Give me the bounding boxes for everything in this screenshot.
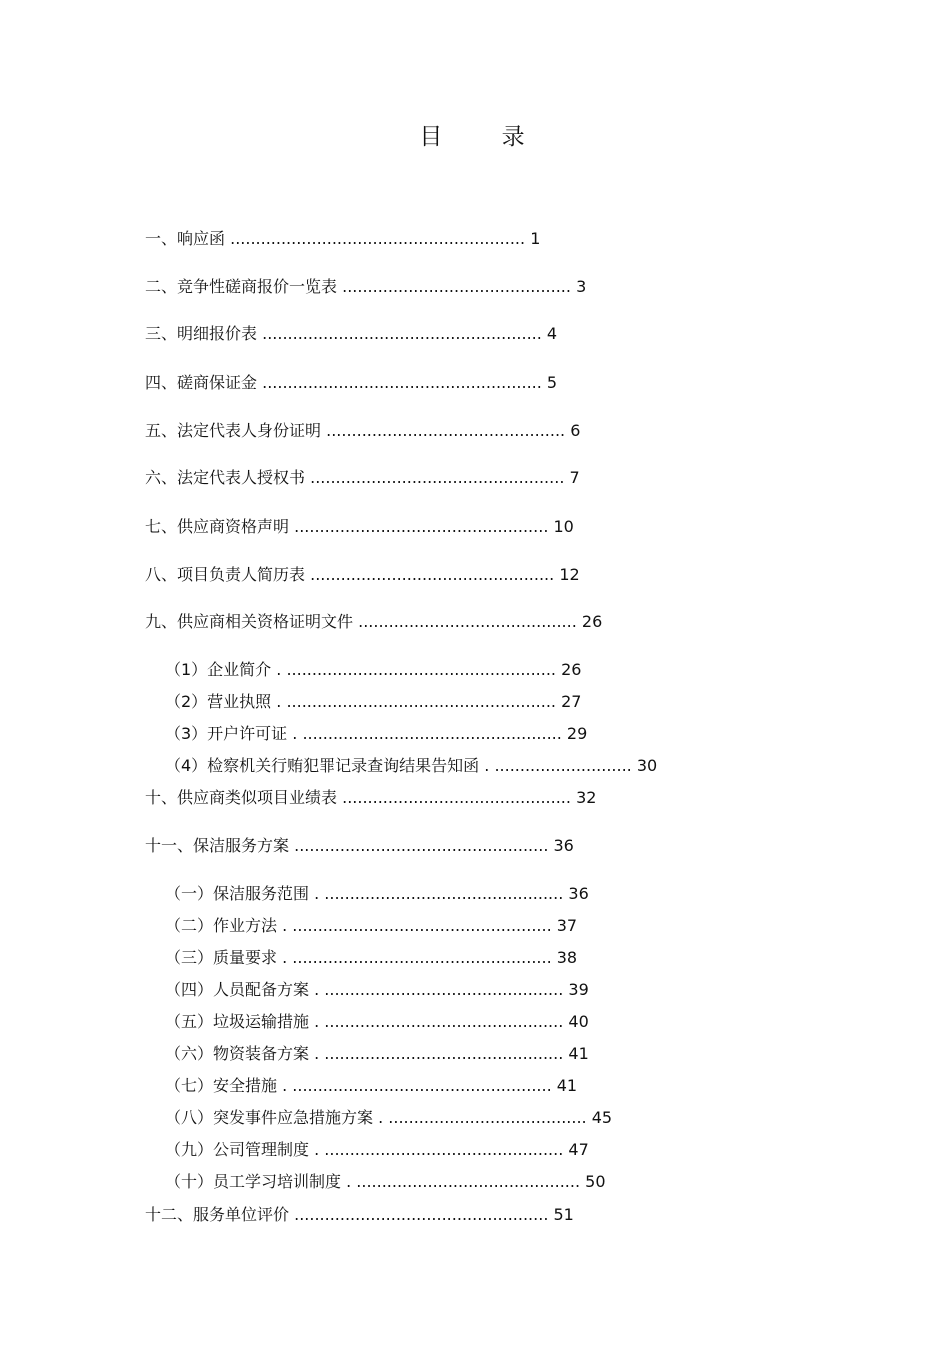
toc-entry-2[interactable] xyxy=(145,277,586,297)
toc-page-number: 3 xyxy=(576,277,587,296)
toc-page-number: 1 xyxy=(530,229,541,248)
toc-leader-dots: . ............................................... xyxy=(309,1012,564,1031)
toc-page-number: 29 xyxy=(566,724,588,743)
toc-leader-dots: ............................................. xyxy=(337,788,571,807)
toc-page-number: 5 xyxy=(546,373,558,392)
toc-leader-dots: ....................................................... xyxy=(257,373,542,392)
toc-entry-label: 七、供应商资格声明 xyxy=(145,517,290,536)
toc-subentry-9[interactable] xyxy=(165,1012,589,1032)
toc-page-number: 36 xyxy=(553,836,574,855)
toc-page-number: 39 xyxy=(568,980,589,999)
toc-entry-label: （六）物资装备方案 xyxy=(165,1044,310,1063)
toc-leader-dots: . ....................................... xyxy=(373,1108,587,1127)
toc-entry-label: （十）员工学习培训制度 xyxy=(165,1172,342,1191)
toc-entry-label: 十二、服务单位评价 xyxy=(145,1205,290,1224)
toc-subentry-2[interactable] xyxy=(165,692,581,712)
toc-entry-label: （七）安全措施 xyxy=(165,1076,278,1095)
toc-page-number: 51 xyxy=(553,1205,574,1224)
toc-entry-label: 八、项目负责人简历表 xyxy=(145,565,306,584)
toc-entry-label: 三、明细报价表 xyxy=(145,324,258,343)
toc-entry-9[interactable] xyxy=(145,612,602,632)
toc-leader-dots: ................................................ xyxy=(305,565,555,584)
toc-subentry-6[interactable] xyxy=(165,916,577,936)
toc-page-number: 36 xyxy=(568,884,589,903)
toc-leader-dots: .......................................................... xyxy=(225,229,526,248)
toc-entry-7[interactable] xyxy=(145,517,574,537)
toc-entry-label: 一、响应函 xyxy=(145,229,226,248)
toc-entry-4[interactable] xyxy=(145,373,557,393)
toc-subentry-11[interactable] xyxy=(165,1076,577,1096)
toc-entry-label: 九、供应商相关资格证明文件 xyxy=(145,612,354,631)
toc-entry-6[interactable] xyxy=(145,468,580,488)
toc-entry-5[interactable] xyxy=(145,421,580,441)
toc-leader-dots: ....................................................... xyxy=(257,324,542,343)
toc-page-number: 47 xyxy=(568,1140,589,1159)
toc-page-number: 12 xyxy=(559,565,580,584)
toc-subentry-4[interactable] xyxy=(165,756,657,776)
toc-page-number: 10 xyxy=(553,517,574,536)
toc-entry-label: 六、法定代表人授权书 xyxy=(145,468,306,487)
toc-leader-dots: . ..................................................... xyxy=(271,660,556,679)
toc-subentry-3[interactable] xyxy=(165,724,587,744)
toc-entry-label: 四、磋商保证金 xyxy=(145,373,258,392)
toc-page-number: 50 xyxy=(585,1172,606,1191)
toc-page-number: 45 xyxy=(591,1108,613,1127)
toc-entry-label: （八）突发事件应急措施方案 xyxy=(165,1108,374,1127)
toc-leader-dots: . ................................................... xyxy=(277,1076,552,1095)
toc-leader-dots: . ................................................... xyxy=(287,724,562,743)
toc-page-number: 40 xyxy=(568,1012,589,1031)
toc-page-number: 30 xyxy=(636,756,658,775)
toc-subentry-14[interactable] xyxy=(165,1172,606,1192)
page-title: 目 录 xyxy=(419,124,551,150)
toc-page-number: 41 xyxy=(556,1076,578,1095)
toc-leader-dots: .................................................. xyxy=(289,1205,549,1224)
toc-page-number: 6 xyxy=(570,421,581,440)
toc-subentry-5[interactable] xyxy=(165,884,589,904)
toc-leader-dots: . ............................................ xyxy=(341,1172,581,1191)
toc-entry-label: （4）检察机关行贿犯罪记录查询结果告知函 xyxy=(165,756,480,775)
toc-entry-12[interactable] xyxy=(145,1205,574,1225)
toc-leader-dots: ........................................... xyxy=(353,612,577,631)
toc-leader-dots: . ............................................... xyxy=(309,980,564,999)
toc-entry-label: （2）营业执照 xyxy=(165,692,272,711)
toc-leader-dots: .................................................. xyxy=(305,468,565,487)
toc-entry-label: （二）作业方法 xyxy=(165,916,278,935)
toc-leader-dots: . ..................................................... xyxy=(271,692,556,711)
toc-entry-label: 五、法定代表人身份证明 xyxy=(145,421,322,440)
toc-page-number: 26 xyxy=(561,660,582,679)
toc-entry-label: （1）企业简介 xyxy=(165,660,272,679)
toc-leader-dots: . ........................... xyxy=(479,756,632,775)
toc-subentry-10[interactable] xyxy=(165,1044,589,1064)
toc-leader-dots: .................................................. xyxy=(289,836,549,855)
toc-entry-1[interactable] xyxy=(145,229,540,249)
toc-entry-label: （一）保洁服务范围 xyxy=(165,884,310,903)
toc-subentry-7[interactable] xyxy=(165,948,577,968)
toc-entry-label: （五）垃圾运输措施 xyxy=(165,1012,310,1031)
toc-page-number: 27 xyxy=(561,692,582,711)
toc-leader-dots: ............................................. xyxy=(337,277,571,296)
toc-leader-dots: . ............................................... xyxy=(309,1044,564,1063)
toc-leader-dots: . ................................................... xyxy=(277,948,552,967)
toc-leader-dots: .................................................. xyxy=(289,517,549,536)
toc-leader-dots: . ............................................... xyxy=(309,1140,564,1159)
toc-entry-label: 二、竞争性磋商报价一览表 xyxy=(145,277,338,296)
toc-subentry-12[interactable] xyxy=(165,1108,612,1128)
toc-entry-8[interactable] xyxy=(145,565,580,585)
toc-page-number: 4 xyxy=(546,324,558,343)
toc-entry-10[interactable] xyxy=(145,788,596,808)
toc-page-number: 32 xyxy=(576,788,597,807)
toc-leader-dots: . ................................................... xyxy=(277,916,552,935)
toc-page-number: 41 xyxy=(568,1044,589,1063)
toc-entry-label: （3）开户许可证 xyxy=(165,724,288,743)
toc-subentry-8[interactable] xyxy=(165,980,589,1000)
toc-subentry-13[interactable] xyxy=(165,1140,589,1160)
toc-entry-label: （九）公司管理制度 xyxy=(165,1140,310,1159)
toc-leader-dots: . ............................................... xyxy=(309,884,564,903)
toc-entry-11[interactable] xyxy=(145,836,574,856)
toc-subentry-1[interactable] xyxy=(165,660,581,680)
toc-entry-label: 十、供应商类似项目业绩表 xyxy=(145,788,338,807)
toc-entry-label: 十一、保洁服务方案 xyxy=(145,836,290,855)
toc-leader-dots: ............................................... xyxy=(321,421,566,440)
toc-page-number: 38 xyxy=(556,948,578,967)
toc-page-number: 37 xyxy=(556,916,578,935)
toc-entry-label: （三）质量要求 xyxy=(165,948,278,967)
toc-page-number: 26 xyxy=(581,612,603,631)
toc-entry-3[interactable] xyxy=(145,324,557,344)
toc-page-number: 7 xyxy=(569,468,580,487)
toc-entry-label: （四）人员配备方案 xyxy=(165,980,310,999)
